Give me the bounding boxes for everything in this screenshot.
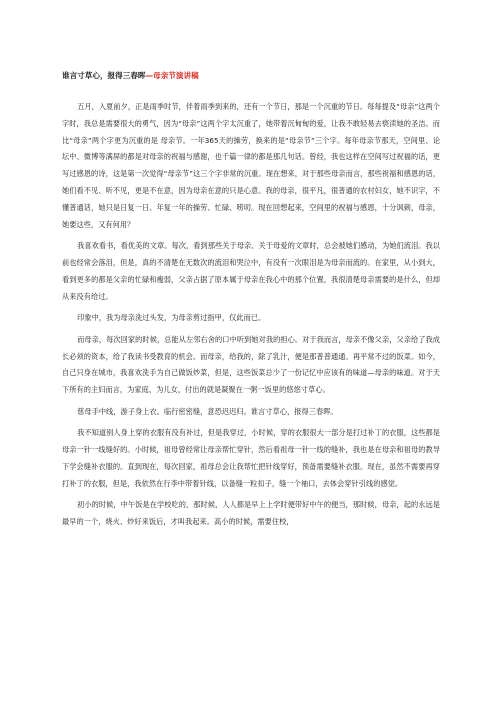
title-separator: —: [145, 71, 154, 80]
document-title: [62, 70, 442, 81]
title-main: 谁言寸草心，报得三春晖: [62, 71, 146, 80]
paragraph: 我不知道别人身上穿的衣服有没有补过，但是我穿过，小时候，穿的衣服很大一部分是打过补丁的衣服，这些都是母亲一针一线缝好的。小时候，祖母曾经常让母亲帮忙穿针，然后看祖母一针一线的缝补，我也是在母亲和祖母的教导下学会缝补衣服的。直到现在，每次回家，祖母总会让我帮忙把针线穿好，预备需要缝补衣服。现在，虽然不需要再穿打补丁的衣服，但是，我依然在行李中带着针线，以备缝一粒扣子，缝一个袖口，去体会穿针引线的感觉。: [62, 428, 440, 488]
paragraph: 五月，入夏前夕，正是雨季时节，伴着雨季到来的，还有一个节日，那是一个沉重的节日。每每提及“母亲”这两个字时，我总是需要很大的勇气，因为“母亲”这两个字太沉重了，她带着沉甸甸的爱，让我不敢轻易去亵渎她的圣洁。而比“母亲”两个字更为沉重的是 母亲节。一年365天的操劳，换来的是“母亲节”三个字。每年母亲节那天，空间里、论坛中、微博等满屏的都是对母亲的祝福与感谢，也千篇一律的都是那几句话。曾经，我也这样在空间写过祝福的话，更写过感恩的诗，这是第一次觉得“母亲节”这三个字非常的沉重。现在想来，对于那些母亲而言，那些祝福和感恩的话，她们看不见、听不见，更是不在意，因为母亲在意的只是心意。我的母亲，很平凡，很普通的农村妇女，她不识字，不懂普通话，她只是日复一日、年复一年的操劳、忙碌、唠叨。现在回想起来，空间里的祝福与感恩，十分讽刺，母亲，她要这些，又有何用？: [62, 102, 440, 229]
paragraph: 印象中，我为母亲洗过头发，为母亲剪过指甲，仅此而已。: [77, 313, 266, 323]
title-subtitle: 母亲节演讲稿: [153, 71, 199, 80]
paragraph: 初小的时候，中午饭是在学校吃的，那时候，人人都是早上上学时便带好中午的便当，那时候，母亲，起的永远是最早的一个，烧火、炒好来饭后，才叫我起来。高小的时候，需要住校，: [62, 500, 440, 527]
paragraph: 而母亲，每次回家的时候，总能从左邻右舍的口中听到她对我的担心。对于我而言，母亲不像父亲，父亲给了我成长必须的资本，给了我读书受教育的机会。而母亲，给我的，除了乳汁，便是那普普通通、再平常不过的饭菜。如今，自己只身在城市，我喜欢洗手为自己做饭炒菜，但是，这些饭菜总少了一份记忆中应该有的味道—母亲的味道。对于天下所有的主妇而言，为家庭、为儿女，付出的就是凝聚在一粥一饭里的悠悠寸草心。: [62, 334, 440, 395]
document-body: [62, 99, 440, 536]
paragraph: 我喜欢看书，看优美的文章。每次，看到那些关于母亲、关于母爱的文章时，总会被她们感动，为她们流泪。我以前也经常会落泪，但是，真的不清楚在无数次的流泪和哭泣中，有没有一次眼泪是为母亲而流的。在家里，从小到大，看到更多的都是父亲的忙碌和瘦弱，父亲占据了原本属于母亲在我心中的那个位置，我很清楚母亲需要的是什么，但却从来没有给过。: [62, 241, 440, 301]
paragraph: 慈母手中线，游子身上衣。临行密密缝，意恐迟迟归。谁言寸草心，报得三春晖。: [77, 406, 338, 416]
